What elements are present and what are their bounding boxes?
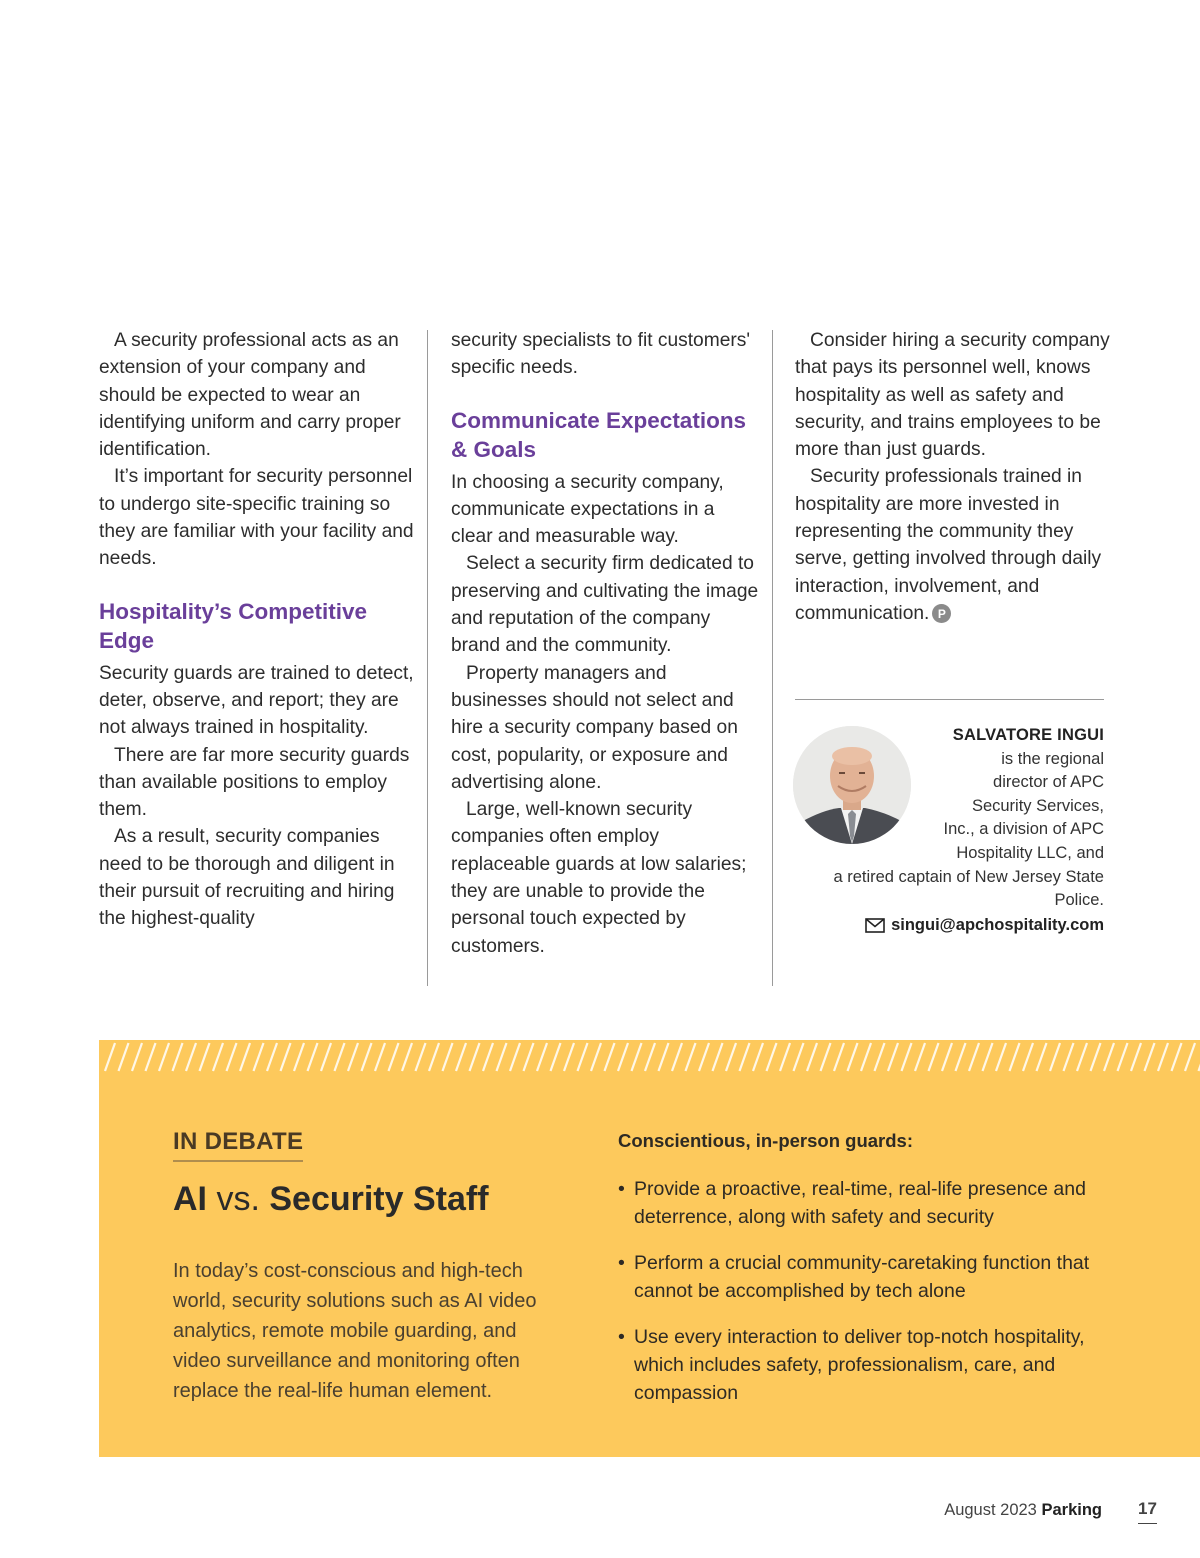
author-bio — [800, 724, 1104, 937]
guards-list — [618, 1175, 1118, 1425]
paragraph: security specialists to fit customers' specific needs. — [451, 330, 751, 379]
paragraph: In choosing a security company, communicate expectations in a clear and measurable way. — [451, 471, 724, 548]
bio-line: a retired captain of New Jersey State — [833, 867, 1104, 886]
article-column-2 — [451, 327, 761, 960]
magazine-name: Parking — [1041, 1501, 1102, 1519]
paragraph: As a result, security companies need to be thorough and diligent in their pursuit of recruiting and hiring the highest-quality — [99, 826, 395, 930]
title-ai: AI — [173, 1180, 207, 1218]
article-column-3 — [795, 327, 1111, 627]
bio-line: Police. — [1054, 891, 1104, 910]
paragraph: A security professional acts as an extension of your company and should be expected to wear an identifying uniform and carry proper identification. — [99, 330, 401, 461]
debate-label: IN DEBATE — [173, 1128, 303, 1162]
paragraph: Select a security firm dedicated to preserving and cultivating the image and reputation of the company brand and the community. — [451, 553, 759, 657]
issue-date: August 2023 — [944, 1501, 1037, 1519]
bio-divider — [795, 699, 1104, 700]
page-footer — [944, 1501, 1102, 1520]
in-debate-box — [99, 1040, 1200, 1457]
column-divider — [427, 330, 428, 986]
debate-title — [173, 1180, 489, 1219]
page-number: 17 — [1138, 1499, 1157, 1524]
bio-line: Hospitality LLC, and — [956, 843, 1104, 862]
guards-heading: Conscientious, in-person guards: — [618, 1130, 913, 1151]
paragraph — [795, 463, 1111, 627]
author-name: SALVATORE INGUI — [952, 726, 1104, 744]
section-heading-expectations: Communicate Expectations & Goals — [451, 407, 747, 462]
stripe-pattern — [99, 1040, 1200, 1074]
section-heading-competitive-edge: Hospitality’s Competitive Edge — [99, 598, 367, 653]
bio-line: Security Services, — [971, 796, 1104, 815]
article-column-1 — [99, 327, 415, 933]
title-vs: vs. — [216, 1180, 260, 1218]
mail-icon — [865, 918, 885, 933]
author-email[interactable]: singui@apchospitality.com — [891, 915, 1104, 934]
list-item: • Use every interaction to deliver top-notch hospitality, which includes safety, professionalism, care, and compassion — [618, 1323, 1118, 1407]
bio-line: is the regional — [1001, 749, 1104, 768]
paragraph: Property managers and businesses should not select and hire a security company based on cost, popularity, or exposure and advertising alone. — [451, 662, 738, 793]
paragraph: Security guards are trained to detect, deter, observe, and report; they are not always trained in hospitality. — [99, 662, 414, 739]
column-divider — [772, 330, 773, 986]
paragraph: It’s important for security personnel to undergo site-specific training so they are familiar with your facility and needs. — [99, 466, 414, 570]
paragraph-text: Security professionals trained in hospitality are more invested in representing the community they serve, getting involved through daily interaction, involvement, and communication. — [795, 466, 1102, 624]
paragraph: Large, well-known security companies often employ replaceable guards at low salaries; they are unable to provide the personal touch expected by customers. — [451, 799, 747, 957]
author-email-link[interactable] — [800, 914, 1104, 938]
end-mark-icon: P — [932, 604, 951, 623]
bio-line: Inc., a division of APC — [943, 820, 1104, 839]
paragraph: Consider hiring a security company that pays its personnel well, knows hospitality as well as safety and security, and trains employees to be more than just guards. — [795, 330, 1110, 461]
bio-line: director of APC — [993, 773, 1104, 792]
paragraph: There are far more security guards than available positions to employ them. — [99, 744, 410, 821]
debate-intro: In today’s cost-conscious and high-tech world, security solutions such as AI video analytics, remote mobile guarding, and video surveillance and monitoring often replace the real-life human element. — [173, 1260, 537, 1402]
list-item: • Provide a proactive, real-time, real-life presence and deterrence, along with safety and security — [618, 1175, 1118, 1231]
title-staff: Security Staff — [269, 1180, 489, 1218]
list-item: • Perform a crucial community-caretaking function that cannot be accomplished by tech alone — [618, 1249, 1118, 1305]
